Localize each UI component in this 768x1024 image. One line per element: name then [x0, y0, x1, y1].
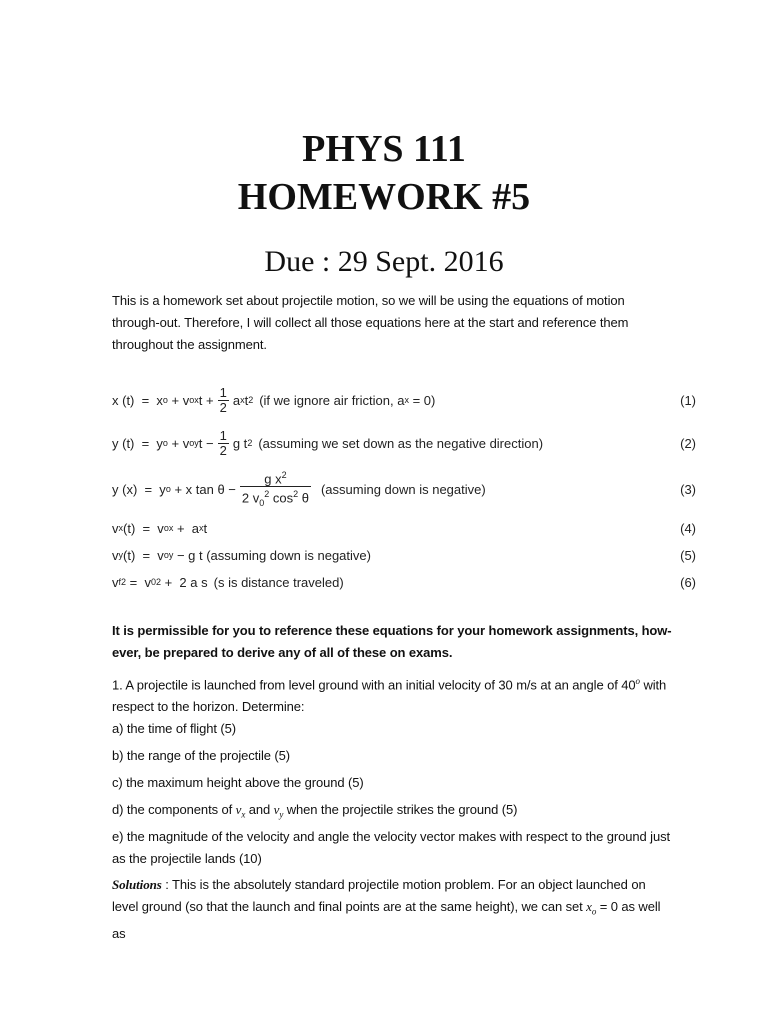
homework-title: HOMEWORK #5	[237, 176, 531, 218]
problem-1b: b) the range of the projectile (5)	[112, 748, 290, 763]
equation-1-math: x (t) = x o + v ox t + $\frac{1}{2}$ a x t 2 (if we ignore air friction, a x = 0)	[112, 384, 436, 415]
solutions-text: : This is the absolutely standard projectile motion problem. For an object launched on level ground (so that the launch and final points are at the same height), we can set	[112, 877, 646, 914]
equation-5-math: v y (t) = v oy − g t (assuming down is negative)	[112, 547, 371, 563]
equation-2	[112, 428, 696, 458]
equation-3	[112, 469, 696, 509]
problem-1-intro: 1. A projectile is launched from level ground with an initial velocity of 30 m/s at an angle of 40	[112, 677, 636, 693]
problem-1a: a) the time of flight (5)	[112, 721, 236, 736]
solutions-tail: = 0 as well as	[112, 899, 661, 941]
equation-2-note: (assuming we set down as the negative direction)	[258, 435, 544, 451]
problem-1-statement	[112, 670, 672, 718]
equation-4-number: (4)	[680, 520, 696, 536]
problem-1d-pre: d) the components of	[112, 802, 236, 817]
equation-4	[112, 513, 696, 543]
equation-1-number: (1)	[680, 392, 696, 408]
equation-1	[112, 385, 696, 415]
equation-2-math: y (t) = y o + v oy t − $\frac{1}{2}$ g t 2 (assuming we set down as the negative direction)	[112, 427, 544, 458]
solutions-paragraph: Solutions : This is the absolutely standard projectile motion problem. For an object launched on level ground (so that the launch and final points are at the same height), we can set $x_o = 0$ as well as	[112, 877, 661, 941]
equation-4-math: v x (t) = v ox + a x t	[112, 520, 208, 536]
equation-5-note: g t (assuming down is negative)	[188, 547, 371, 563]
permissible-note: It is permissible for you to reference these equations for your homework assignments, how-ever, be prepared to derive any of all of these on exams.	[112, 623, 672, 660]
equation-5	[112, 540, 696, 570]
problem-1-intro-tail: with respect to the horizon. Determine:	[112, 677, 667, 715]
equation-1-note: (if we ignore air friction, a	[259, 392, 405, 408]
degree-superscript: o	[635, 676, 640, 686]
equation-3-number: (3)	[680, 481, 696, 497]
intro-paragraph: This is a homework set about projectile motion, so we will be using the equations of motion through-out. Therefore, I will collect all those equations here at the start and reference them throughout the assignment.	[112, 293, 629, 352]
equation-6-number: (6)	[680, 574, 696, 590]
equation-6	[112, 567, 696, 597]
problem-1d-mid: and	[245, 802, 274, 817]
problem-1d: d) the components of $v_x$ and $v_y$ when the projectile strikes the ground (5)	[112, 802, 518, 820]
due-date: Due : 29 Sept. 2016	[264, 245, 504, 278]
equation-6-math: v f 2 = v 0 2 + 2 a s (s is distance traveled)	[112, 574, 344, 590]
equation-3-math: y (x) = y o + x tan θ − $\frac{g x^2}{2 v_0^2 \cos^2 \theta}$ (assuming down is negative)	[112, 469, 486, 509]
problem-1d-post: when the projectile strikes the ground (5)	[283, 802, 518, 817]
course-title: PHYS 111	[302, 128, 466, 170]
solutions-label: Solutions	[112, 877, 162, 892]
equation-3-note: (assuming down is negative)	[320, 481, 486, 497]
problem-1c: c) the maximum height above the ground (5)	[112, 775, 364, 790]
equation-6-note: (s is distance traveled)	[213, 574, 344, 590]
problem-1e: e) the magnitude of the velocity and angle the velocity vector makes with respect to the ground just as the projectile lands (10)	[112, 829, 670, 866]
equation-5-number: (5)	[680, 547, 696, 563]
equation-1-note-tail: = 0)	[412, 392, 436, 408]
equation-2-number: (2)	[680, 435, 696, 451]
